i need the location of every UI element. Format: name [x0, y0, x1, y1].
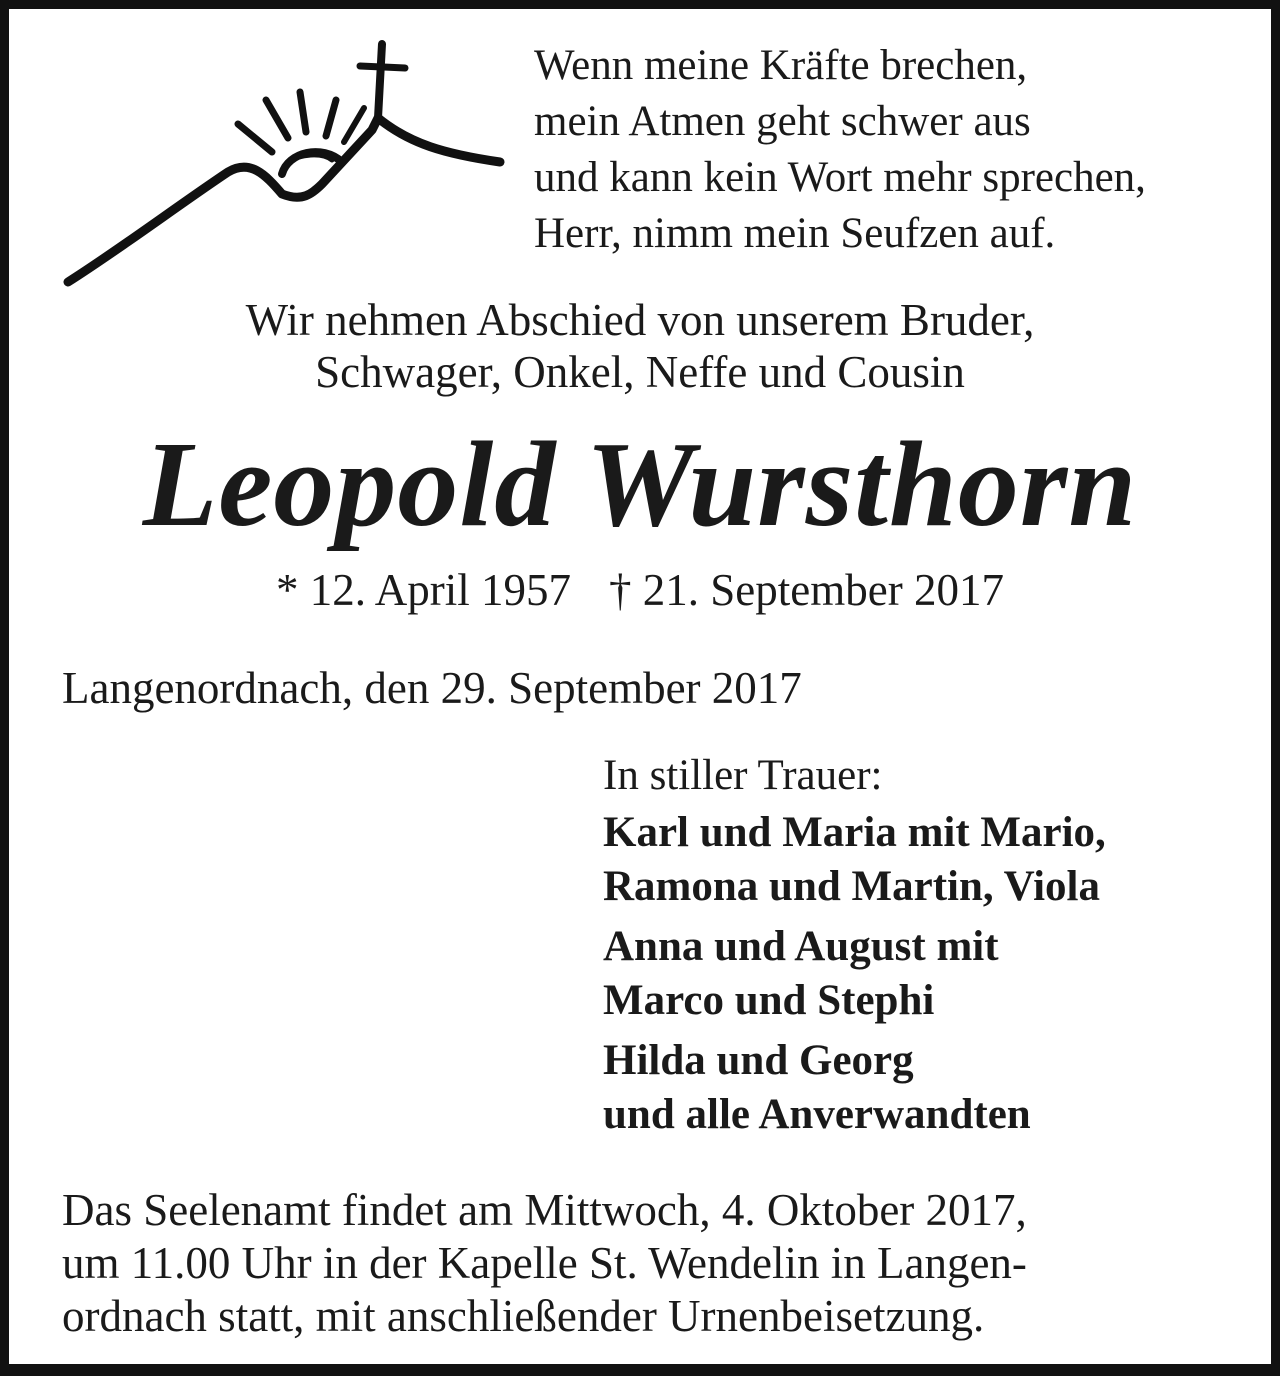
mourner-group	[603, 920, 1106, 1028]
service-announcement	[62, 1184, 1027, 1343]
poem-line: Herr, nimm mein Seufzen auf.	[534, 210, 1056, 257]
mourner-line: Ramona und Martin, Viola	[603, 863, 1100, 910]
deceased-name: Leopold Wursthorn	[142, 417, 1138, 552]
poem-line: Wenn meine Kräfte brechen,	[534, 42, 1028, 89]
mourner-line: Karl und Maria mit Mario,	[603, 809, 1106, 856]
mourners-list	[603, 806, 1106, 1148]
death-date: † 21. September 2017	[609, 565, 1004, 615]
life-dates	[0, 562, 1280, 618]
service-line: um 11.00 Uhr in der Kapelle St. Wendelin in Langen-	[62, 1238, 1027, 1288]
mourners-heading: In stiller Trauer:	[603, 752, 883, 799]
mourner-line: Marco und Stephi	[603, 977, 935, 1024]
poem-line: mein Atmen geht schwer aus	[534, 98, 1031, 145]
poem-line: und kann kein Wort mehr sprechen,	[534, 154, 1146, 201]
poem	[534, 38, 1146, 262]
service-line: ordnach statt, mit anschließender Urnenbeisetzung.	[62, 1291, 985, 1341]
sunrise-cross-mountain-icon	[60, 34, 520, 294]
intro-line: Schwager, Onkel, Neffe und Cousin	[315, 347, 965, 397]
mourner-line: und alle Anverwandten	[603, 1091, 1031, 1138]
place-and-date: Langenordnach, den 29. September 2017	[62, 663, 802, 713]
mourner-group	[603, 1034, 1106, 1142]
birth-date: * 12. April 1957	[276, 565, 572, 615]
intro-line: Wir nehmen Abschied von unserem Bruder,	[245, 295, 1035, 345]
mourner-line: Hilda und Georg	[603, 1037, 914, 1084]
mourner-line: Anna und August mit	[603, 923, 999, 970]
mourner-group	[603, 806, 1106, 914]
service-line: Das Seelenamt findet am Mittwoch, 4. Oktober 2017,	[62, 1185, 1027, 1235]
farewell-intro	[0, 294, 1280, 398]
